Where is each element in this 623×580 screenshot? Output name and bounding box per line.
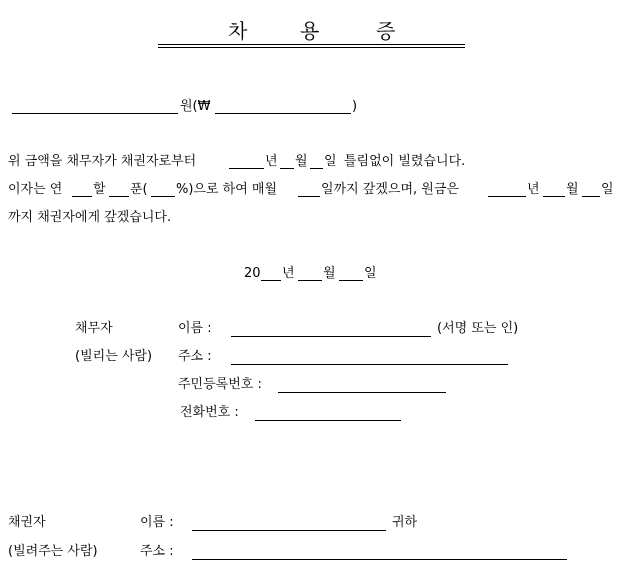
line2-month-label: 월: [566, 182, 579, 197]
debtor-subtitle: (빌리는 사람): [75, 349, 153, 364]
debtor-name-field[interactable]: [231, 336, 431, 337]
date-month-blank[interactable]: [298, 280, 322, 281]
amount-close-paren: ): [352, 99, 358, 114]
body-line-2-text-a: 이자는 연: [8, 182, 63, 197]
amount-won-label: 원(₩: [180, 99, 211, 114]
line1-day-blank[interactable]: [310, 168, 323, 169]
interest-percent-label: %)으로 하여 매월: [176, 182, 278, 197]
interest-percent-blank[interactable]: [151, 196, 175, 197]
title-char-3: 증: [376, 19, 396, 43]
creditor-name-label: 이름 :: [140, 515, 174, 530]
amount-blank-korean[interactable]: [12, 113, 178, 114]
creditor-subtitle: (빌려주는 사람): [8, 544, 98, 559]
creditor-address-label: 주소 :: [140, 544, 174, 559]
debtor-address-label: 주소 :: [178, 349, 212, 364]
line2-month-blank[interactable]: [543, 196, 565, 197]
interest-pun-label: 푼(: [130, 182, 148, 197]
date-day-blank[interactable]: [339, 280, 363, 281]
body-line-2-text-b: 일까지 갚겠으며, 원금은: [321, 182, 459, 197]
debtor-id-field[interactable]: [278, 392, 446, 393]
debtor-phone-label: 전화번호 :: [180, 405, 239, 420]
date-year-blank[interactable]: [261, 280, 281, 281]
debtor-address-field[interactable]: [231, 364, 508, 365]
debtor-id-label: 주민등록번호 :: [178, 377, 262, 392]
creditor-title: 채권자: [8, 515, 46, 530]
debtor-phone-field[interactable]: [255, 420, 401, 421]
monthly-day-blank[interactable]: [298, 196, 320, 197]
line1-month-label: 월: [295, 154, 308, 169]
body-line-1-text-a: 위 금액을 채무자가 채권자로부터: [8, 154, 197, 169]
line2-year-blank[interactable]: [488, 196, 526, 197]
title-char-2: 용: [300, 19, 320, 43]
creditor-name-field[interactable]: [192, 530, 386, 531]
line2-day-blank[interactable]: [582, 196, 600, 197]
interest-hal-blank[interactable]: [72, 196, 92, 197]
body-line-3: 까지 채권자에게 갚겠습니다.: [8, 210, 172, 225]
amount-blank-number[interactable]: [215, 113, 351, 114]
body-line-1-text-b: 틀림없이 빌렸습니다.: [344, 154, 466, 169]
date-day-label: 일: [364, 266, 377, 281]
interest-hal-label: 할: [93, 182, 106, 197]
line1-month-blank[interactable]: [280, 168, 294, 169]
title-char-1: 차: [228, 19, 248, 43]
creditor-honorific: 귀하: [392, 515, 418, 530]
line2-year-label: 년: [527, 182, 540, 197]
line2-day-label: 일: [601, 182, 614, 197]
line1-year-label: 년: [265, 154, 278, 169]
debtor-name-label: 이름 :: [178, 321, 212, 336]
date-prefix: 20: [244, 266, 261, 281]
line1-year-blank[interactable]: [229, 168, 264, 169]
date-year-label: 년: [282, 266, 295, 281]
title-underline-top: [158, 44, 465, 45]
debtor-sign-note: (서명 또는 인): [437, 321, 519, 336]
interest-pun-blank[interactable]: [109, 196, 129, 197]
debtor-title: 채무자: [75, 321, 113, 336]
title-underline-bottom: [158, 47, 465, 48]
date-month-label: 월: [323, 266, 336, 281]
creditor-address-field[interactable]: [192, 559, 567, 560]
line1-day-label: 일: [324, 154, 337, 169]
